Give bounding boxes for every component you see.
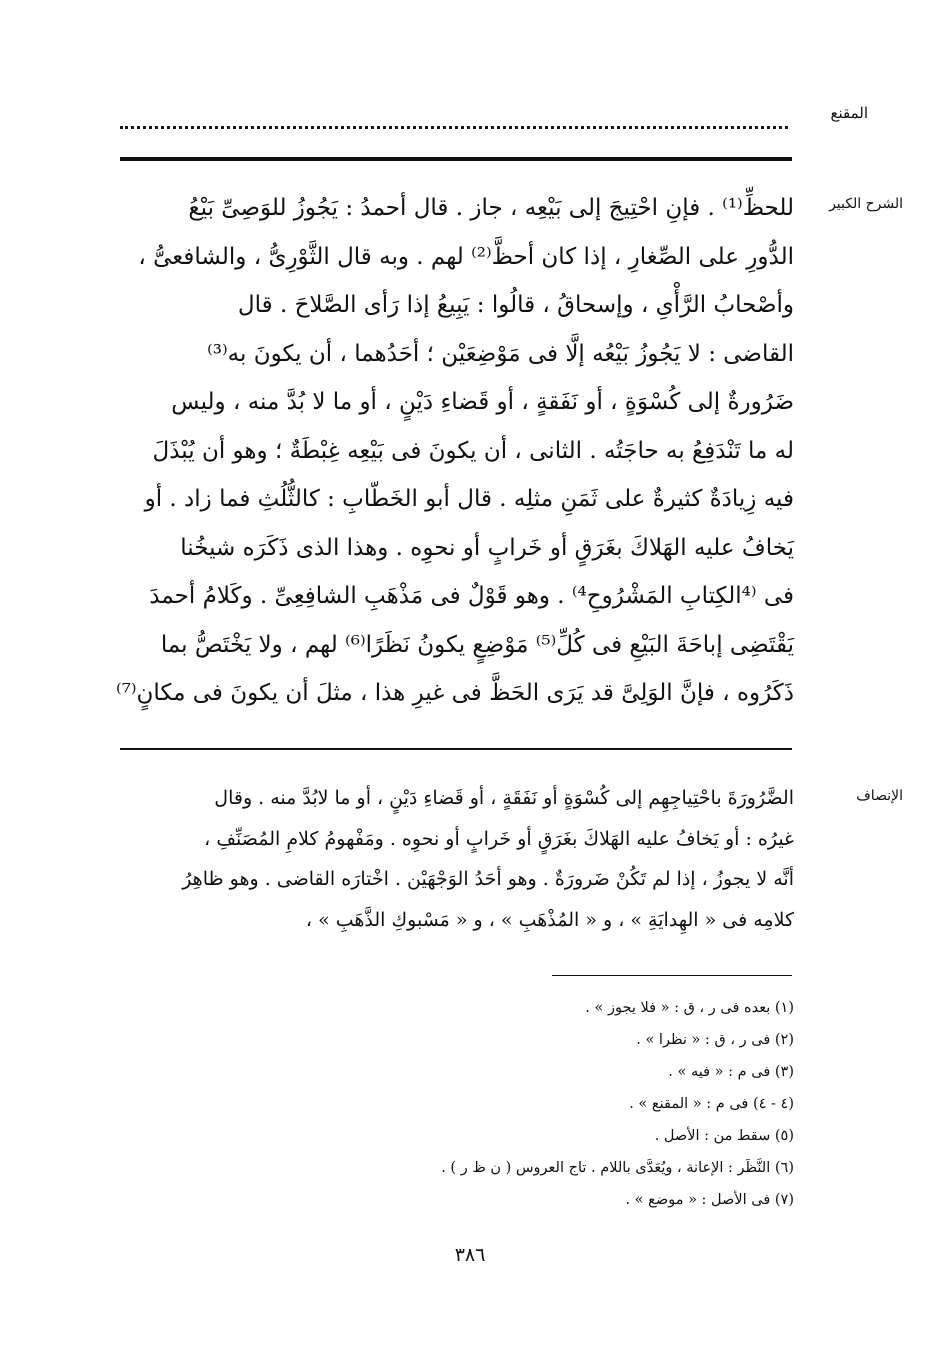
footnote: (٤ - ٤) فى م : « المقنع » . bbox=[629, 1096, 794, 1112]
sharh-section-label: الشرح الكبير bbox=[829, 196, 903, 212]
insaf-line: أنَّه لا يجوزُ ، إذا لم تَكُنْ ضَرورَةٌ . وهو أحَدُ الوَجْهَيْن . اخْتارَه القاضى . وهو ظاهِرُ bbox=[182, 868, 794, 890]
page-number: ٣٨٦ bbox=[454, 1244, 486, 1266]
footnote: (٦) النَّظَر : الإعانة ، ويُعَدَّى باللام . تاج العروس ( ن ظ ر ) . bbox=[441, 1160, 794, 1176]
sharh-line: فيه زِيادَةٌ كثيرةٌ على ثَمَنِ مثلِه . قال أبو الخَطّابِ : كالثُّلُثِ فما زاد . أو bbox=[144, 486, 794, 512]
sharh-line: فى ⁽⁴الكِتابِ المَشْرُوحِ⁴⁾ . وهو قَوْلٌ فى مَذْهَبِ الشافِعِىِّ . وكَلامُ أحمدَ bbox=[149, 583, 794, 609]
header-rule bbox=[120, 157, 792, 161]
insaf-line: الضَّرُورَةَ باحْتِياجِهِم إلى كُسْوَةٍ أو نَفَقَةٍ ، أو قَضاءِ دَيْنٍ ، أو ما لابُدَّ منه . وقال bbox=[214, 787, 794, 809]
section-divider bbox=[120, 748, 792, 750]
sharh-line: يَقْتَضِى إباحَةَ البَيْعِ فى كُلِّ⁽⁵⁾ مَوْضِعٍ يكونُ نَظَرًا⁽⁶⁾ لهم ، ولا يَخْتَصُّ بما bbox=[160, 631, 794, 658]
sharh-body bbox=[115, 184, 794, 718]
sharh-line: ذَكَرُوه ، فإنَّ الوَلِىَّ قد يَرَى الحَظَّ فى غيرِ هذا ، مثلَ أن يكونَ فى مكانٍ⁽⁷⁾ bbox=[115, 680, 794, 706]
sharh-line: القاضى : لا يَجُوزُ بَيْعُه إلَّا فى مَوْضِعَيْن ؛ أحَدُهما ، أن يكونَ به⁽³⁾ bbox=[207, 340, 794, 367]
footnotes bbox=[300, 992, 794, 1216]
footnote-divider bbox=[552, 975, 792, 976]
insaf-line: غيرُه : أو يَخافُ عليه الهَلاكَ بغَرَقٍ أو خَرابٍ أو نحوِه . ومَفْهومُ كلامِ المُصَنِّفِ ، bbox=[204, 827, 794, 850]
sharh-line: له ما تَنْدَفِعُ به حاجَتُه . الثانى ، أن يكونَ فى بَيْعِه غِبْطَةٌ ؛ وهو أن يُبْذَلَ bbox=[152, 437, 794, 464]
footnote: (٢) فى ر ، ق : « نظرا » . bbox=[636, 1032, 794, 1048]
footnote: (٧) فى الأصل : « موضع » . bbox=[625, 1192, 794, 1208]
dotted-divider bbox=[120, 126, 788, 129]
sharh-line: الدُّورِ على الصِّغارِ ، إذا كان أحظَّ⁽²⁾ لهم . وبه قال الثَّوْرِىُّ ، والشافعىُّ ، bbox=[138, 243, 794, 270]
insaf-line: كلامِه فى « الهِدايَةِ » ، و « المُذْهَبِ » ، و « مَسْبوكِ الذَّهَبِ » ، bbox=[305, 908, 794, 931]
sharh-line: يَخافُ عليه الهَلاكَ بغَرَقٍ أو خَرابٍ أو نحوِه . وهذا الذى ذَكَرَه شيخُنا bbox=[180, 534, 794, 561]
insaf-body bbox=[118, 778, 794, 940]
footnote: (٣) فى م : « فيه » . bbox=[668, 1064, 794, 1080]
running-title: المقنع bbox=[830, 104, 868, 122]
footnote: (١) بعده فى ر ، ق : « فلا يجوز » . bbox=[585, 1000, 794, 1016]
sharh-line: وأصْحابُ الرَّأْىِ ، وإسحاقُ ، قالُوا : يَبِيعُ إذا رَأى الصَّلاحَ . قال bbox=[237, 292, 794, 318]
footnote: (٥) سقط من : الأصل . bbox=[654, 1128, 794, 1144]
insaf-section-label: الإنصاف bbox=[856, 788, 903, 804]
sharh-line: ضَرُورةٌ إلى كُسْوَةٍ ، أو نَفَقةٍ ، أو قَضاءِ دَيْنٍ ، أو ما لا بُدَّ منه ، وليس bbox=[171, 389, 794, 415]
sharh-line: للحظِّ⁽¹⁾ . فإنِ احْتِيجَ إلى بَيْعِه ، جاز . قال أحمدُ : يَجُوزُ للوَصِىِّ بَيْعُ bbox=[188, 195, 794, 221]
